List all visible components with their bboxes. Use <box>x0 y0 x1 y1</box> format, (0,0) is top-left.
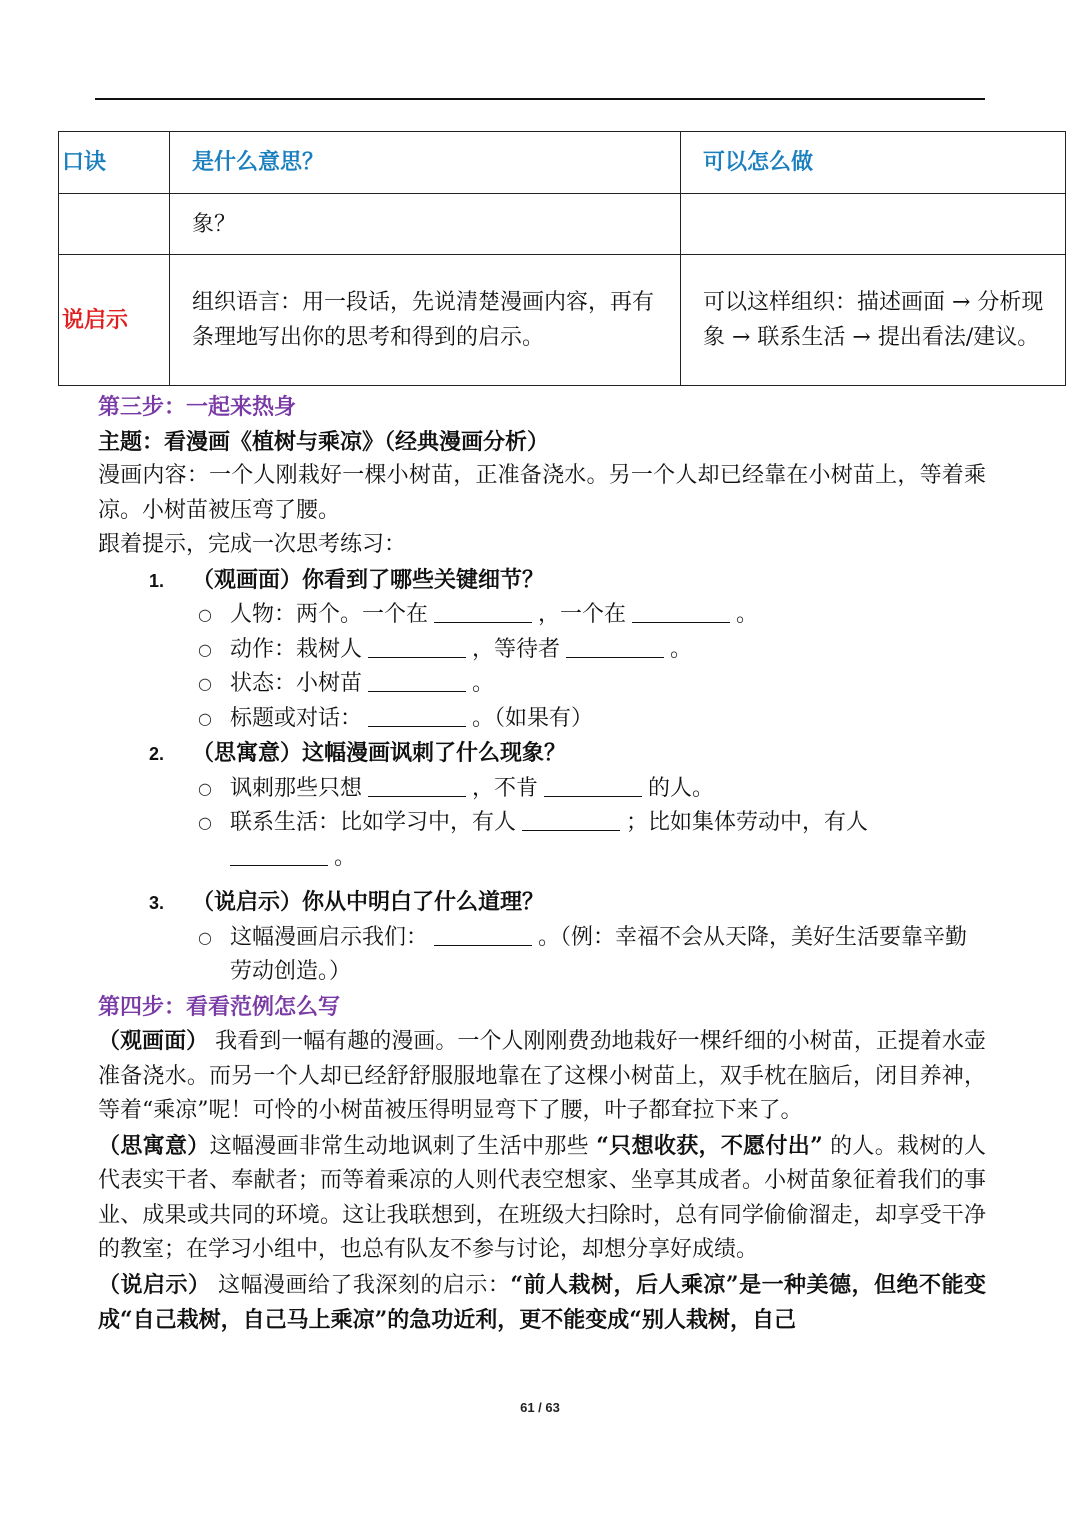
table-row <box>59 194 1066 255</box>
step3-heading: 第三步：一起来热身 <box>98 394 297 420</box>
table-cell: 组织语言：用一段话，先说清楚漫画内容，再有条理地写出你的思考和得到的启示。 <box>170 255 681 386</box>
bullet-icon: ○ <box>198 674 212 693</box>
bullet-icon: ○ <box>198 708 212 728</box>
table-cell <box>681 194 1066 255</box>
list-item: ○ 状态：小树苗 。 <box>98 667 986 702</box>
bullet-icon: ○ <box>198 778 212 798</box>
table-cell <box>59 194 170 255</box>
header-cell-method: 可以怎么做 <box>681 132 1066 194</box>
question-1: 1. （观画面）你看到了哪些关键细节？ <box>148 566 545 593</box>
bullet-icon: ○ <box>198 605 212 624</box>
fill-blank[interactable] <box>434 923 532 946</box>
header-rule <box>95 98 985 100</box>
list-item: ○ 标题或对话： 。（如果有） <box>98 702 986 737</box>
bullet-icon: ○ <box>198 927 212 947</box>
step4-heading: 第四步：看看范例怎么写 <box>98 993 341 1020</box>
fill-blank[interactable] <box>522 808 620 831</box>
fill-blank[interactable] <box>566 635 664 658</box>
header-cell-mnemonic: 口诀 <box>59 132 170 194</box>
list-item: ○ 这幅漫画启示我们： 。（例：幸福不会从天降，美好生活要靠辛勤劳动创造。） <box>98 921 986 990</box>
step3-theme: 主题：看漫画《植树与乘凉》（经典漫画分析） <box>98 428 550 455</box>
fill-blank[interactable] <box>434 600 532 623</box>
table-cell: 可以这样组织：描述画面 → 分析现象 → 联系生活 → 提出看法/建议。 <box>681 255 1066 386</box>
header-cell-meaning: 是什么意思？ <box>170 132 681 194</box>
example-paragraph-meaning: （思寓意）这幅漫画非常生动地讽刺了生活中那些 “只想收获，不愿付出” 的人。栽树的人代表实干者、奉献者；而等着乘凉的人则代表空想家、坐享其成者。小树苗象征着我们的事业、成果或共同的环境。这让我联想到，在班级大扫除时，总有同学偷偷溜走，却享受干净的教室；在学习小组中，也总有队友不参与讨论，却想分享好成绩。 <box>98 1132 986 1262</box>
question-3: 3. （说启示）你从中明白了什么道理？ <box>148 889 545 915</box>
list-item: ○ 联系生活：比如学习中，有人 ；比如集体劳动中，有人 。 <box>98 806 986 875</box>
method-table <box>58 131 1066 386</box>
fill-blank[interactable] <box>368 669 466 692</box>
fill-blank[interactable] <box>632 600 730 623</box>
table-row <box>59 255 1066 386</box>
list-item: ○ 人物：两个。一个在 ，一个在 。 <box>98 598 986 633</box>
table-header-row <box>59 132 1066 194</box>
example-paragraph-insight: （说启示） 这幅漫画给了我深刻的启示：“前人栽树，后人乘凉”是一种美德，但绝不能变成“自己栽树，自己马上乘凉”的急功近利，更不能变成“别人栽树，自己 <box>98 1271 986 1333</box>
bullet-icon: ○ <box>198 813 212 832</box>
example-paragraph-observe: （观画面） 我看到一幅有趣的漫画。一个人刚刚费劲地栽好一棵纤细的小树苗，正提着水壶准备浇水。而另一个人却已经舒舒服服地靠在了这棵小树苗上，双手枕在脑后，闭目养神，等着“乘凉”呢！可怜的小树苗被压得明显弯下了腰，叶子都耷拉下来了。 <box>98 1028 986 1123</box>
bullet-icon: ○ <box>198 639 212 659</box>
table-cell: 说启示 <box>59 255 170 386</box>
exercise-intro: 跟着提示，完成一次思考练习： <box>98 532 407 557</box>
fill-blank[interactable] <box>544 774 642 797</box>
fill-blank[interactable] <box>230 843 328 866</box>
table-cell: 象？ <box>170 194 681 255</box>
comic-content: 漫画内容：一个人刚栽好一棵小树苗，正准备浇水。另一个人却已经靠在小树苗上，等着乘凉。小树苗被压弯了腰。 <box>98 463 986 523</box>
fill-blank[interactable] <box>368 635 466 658</box>
list-item: ○ 动作：栽树人 ，等待者 。 <box>98 633 986 668</box>
fill-blank[interactable] <box>368 774 466 797</box>
page-number: 61 / 63 <box>520 1400 560 1415</box>
fill-blank[interactable] <box>368 704 466 727</box>
worksheet-content <box>98 390 986 1339</box>
question-2: 2. （思寓意）这幅漫画讽刺了什么现象？ <box>148 740 567 766</box>
list-item: ○ 讽刺那些只想 ，不肯 的人。 <box>98 772 986 807</box>
